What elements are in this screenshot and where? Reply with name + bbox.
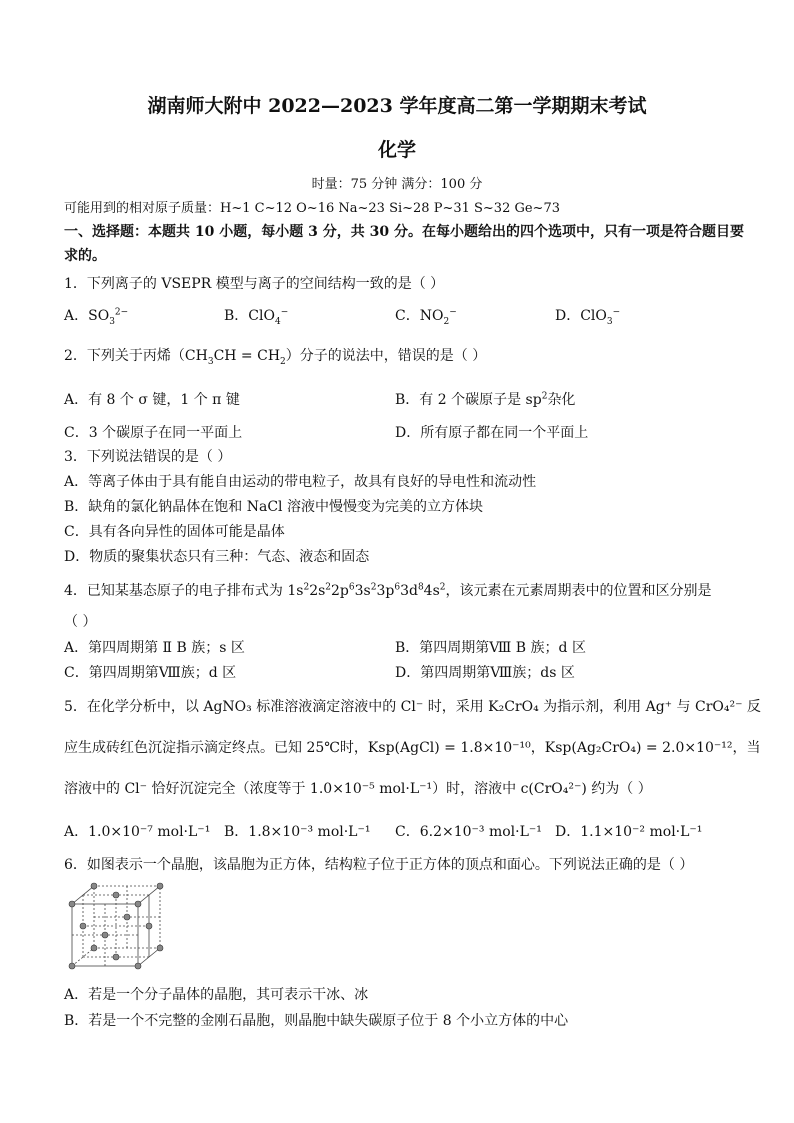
section-heading-cont: 求的。 <box>64 248 106 264</box>
subject-title: 化学 <box>377 139 416 161</box>
q3-option-d: D．物质的聚集状态只有三种：气态、液态和固态 <box>64 549 370 565</box>
q4-option-b: B．第四周期第Ⅷ B 族；d 区 <box>395 640 586 656</box>
question-5-line3: 溶液中的 Cl⁻ 恰好沉淀完全（浓度等于 1.0×10⁻⁵ mol·L⁻¹）时，溶液中 c(CrO₄²⁻) 约为（ ） <box>64 781 652 797</box>
q4-option-a: A．第四周期第 Ⅱ B 族；s 区 <box>64 640 245 656</box>
q6-option-b: B．若是一个不完整的金刚石晶胞，则晶胞中缺失碳原子位于 8 个小立方体的中心 <box>64 1013 569 1029</box>
q4-option-c: C．第四周期第Ⅷ族；d 区 <box>64 665 237 681</box>
q1-option-c: C．$NO_2^-$ <box>395 307 457 327</box>
question-1-stem: 1．下列离子的 VSEPR 模型与离子的空间结构一致的是（ ） <box>64 276 445 292</box>
q4-option-d: D．第四周期第Ⅷ族；ds 区 <box>395 665 575 681</box>
time-info: 时量：75 分钟 满分：100 分 <box>311 177 483 192</box>
crystal-cell-diagram <box>64 880 168 976</box>
q3-option-a: A．等离子体由于具有能自由运动的带电粒子，故具有良好的导电性和流动性 <box>64 474 537 490</box>
question-4-stem: 4．已知某基态原子的电子排布式为 $1s^22s^22p^63s^23p^63d^84s^2$，该元素在元素周期表中的位置和区分别是 <box>64 582 712 599</box>
question-5-line2: 应生成砖红色沉淀指示滴定终点。已知 25℃时，Ksp(AgCl) = 1.8×10⁻¹⁰，Ksp(Ag₂CrO₄) = 2.0×10⁻¹²，当 <box>64 740 761 756</box>
question-4-stem-cont: （ ） <box>64 614 97 630</box>
q1-option-b: B．ClO$_4$− <box>224 307 289 327</box>
q5-option-b: B．1.8×10⁻³ mol·L⁻¹ <box>224 824 371 840</box>
q2-option-d: D．所有原子都在同一个平面上 <box>395 425 589 441</box>
question-3-stem: 3．下列说法错误的是（ ） <box>64 449 232 465</box>
section-heading: 一、选择题：本题共 10 小题，每小题 3 分，共 30 分。在每小题给出的四个选项中，只有一项是符合题目要 <box>64 224 744 240</box>
q2-option-a: A．有 8 个 σ 键，1 个 π 键 <box>64 392 240 408</box>
q5-option-d: D．1.1×10⁻² mol·L⁻¹ <box>555 824 703 840</box>
q2-option-b: B．有 2 个碳原子是 $sp^2$杂化 <box>395 391 576 408</box>
q6-option-a: A．若是一个分子晶体的晶胞，其可表示干冰、冰 <box>64 987 369 1003</box>
q3-option-c: C．具有各向异性的固体可能是晶体 <box>64 524 285 540</box>
q5-option-a: A．1.0×10⁻⁷ mol·L⁻¹ <box>64 824 211 840</box>
question-6-stem: 6．如图表示一个晶胞，该晶胞为正方体，结构粒子位于正方体的顶点和面心。下列说法正确的是（ ） <box>64 857 694 873</box>
q5-option-c: C．6.2×10⁻³ mol·L⁻¹ <box>395 824 542 840</box>
q2-option-c: C．3 个碳原子在同一平面上 <box>64 425 243 441</box>
q1-option-d: D．ClO$_3$− <box>555 307 621 327</box>
q3-option-b: B．缺角的氯化钠晶体在饱和 NaCl 溶液中慢慢变为完美的立方体块 <box>64 499 483 515</box>
exam-title: 湖南师大附中 2022—2023 学年度高二第一学期期末考试 <box>147 95 647 117</box>
q1-option-a: A．$SO_3^{2-}$ <box>64 307 129 327</box>
question-5-line1: 5．在化学分析中，以 AgNO₃ 标准溶液滴定溶液中的 Cl⁻ 时，采用 K₂CrO₄ 为指示剂，利用 Ag⁺ 与 CrO₄²⁻ 反 <box>64 699 761 715</box>
question-2-stem: 2．下列关于丙烯$(CH_3CH = CH_2)$分子的说法中，错误的是（ ） <box>64 348 487 367</box>
atomic-mass-line: 可能用到的相对原子质量：H~1 C~12 O~16 Na~23 Si~28 P~31 S~32 Ge~73 <box>64 201 560 216</box>
